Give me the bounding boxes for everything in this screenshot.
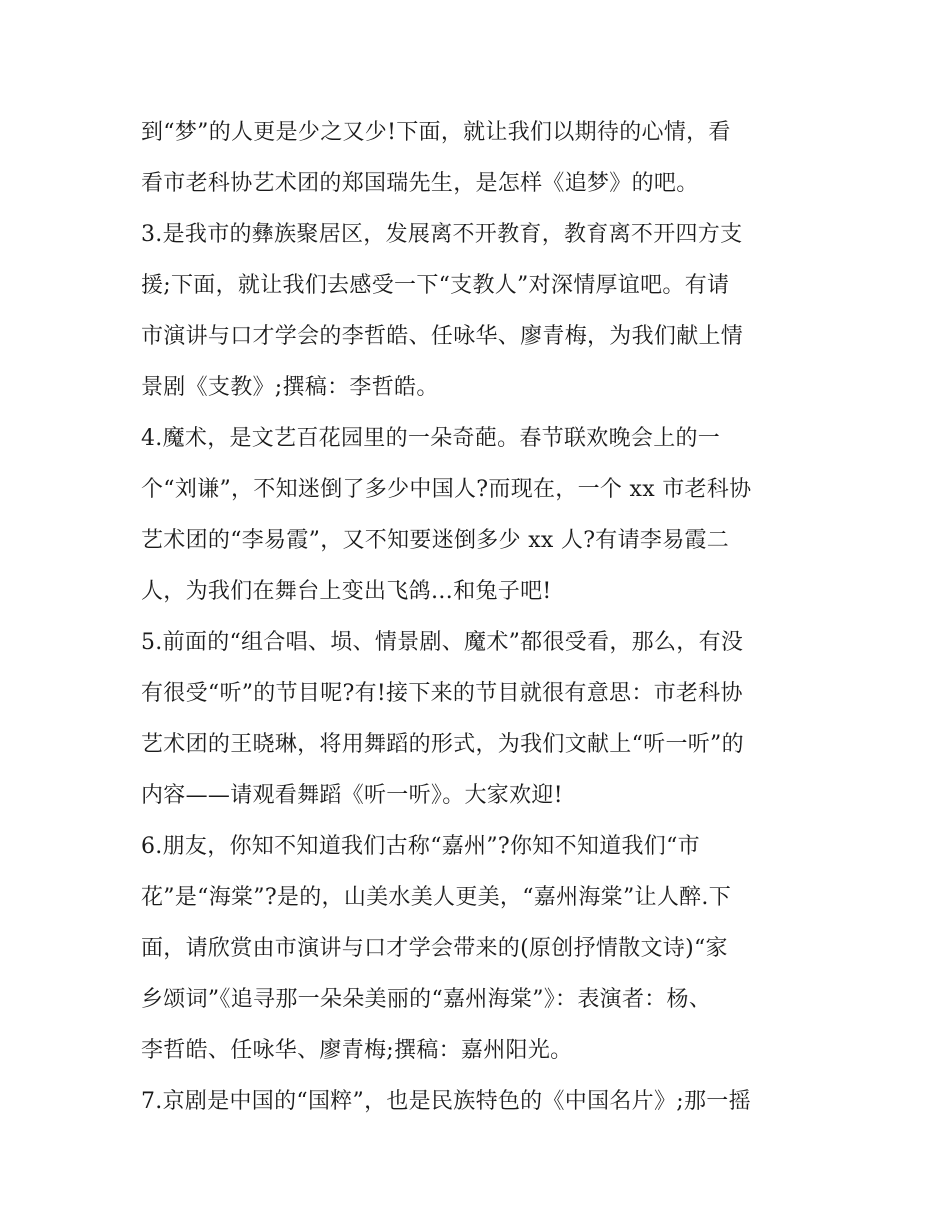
text-line: 人，为我们在舞台上变出飞鸽…和兔子吧!: [141, 579, 552, 604]
text-line: 6.朋友，你知不知道我们古称“嘉州”?你知不知道我们“市: [141, 834, 700, 859]
text-line: 5.前面的“组合唱、埙、情景剧、魔术”都很受看，那么，有没: [141, 630, 744, 655]
text-line: 景剧《支教》;撰稿：李哲皓。: [141, 375, 439, 400]
document-body: [141, 107, 831, 1127]
text-line: 个“刘谦”，不知迷倒了多少中国人?而现在，一个 xx 市老科协: [141, 477, 752, 502]
text-line: 看市老科协艺术团的郑国瑞先生，是怎样《追梦》的吧。: [141, 171, 699, 196]
text-line: 4.魔术，是文艺百花园里的一朵奇葩。春节联欢晚会上的一: [141, 426, 721, 451]
text-line: 艺术团的“李易霞”，又不知要迷倒多少 xx 人?有请李易霞二: [141, 528, 730, 553]
text-line: 市演讲与口才学会的李哲皓、任咏华、廖青梅，为我们献上情: [141, 324, 744, 349]
text-line: 到“梦”的人更是少之又少!下面，就让我们以期待的心情，看: [141, 120, 731, 145]
text-line: 花”是“海棠”?是的，山美水美人更美，“嘉州海棠”让人醉.下: [141, 885, 732, 910]
text-line: 李哲皓、任咏华、廖青梅;撰稿：嘉州阳光。: [141, 1038, 573, 1063]
text-line: 7.京剧是中国的“国粹”，也是民族特色的《中国名片》;那一摇: [141, 1089, 751, 1114]
text-line: 面，请欣赏由市演讲与口才学会带来的(原创抒情散文诗)“家: [141, 936, 728, 961]
text-line: 援;下面，就让我们去感受一下“支教人”对深情厚谊吧。有请: [141, 273, 730, 298]
text-line: 有很受“听”的节目呢?有!接下来的节目就很有意思：市老科协: [141, 681, 743, 706]
text-line: 艺术团的王晓琳，将用舞蹈的形式，为我们文献上“听一听”的: [141, 732, 744, 757]
text-line: 3.是我市的彝族聚居区，发展离不开教育，教育离不开四方支: [141, 222, 743, 247]
text-line: 乡颂词”《追寻那一朵朵美丽的“嘉州海棠”》：表演者：杨、: [141, 987, 712, 1012]
text-line: 内容——请观看舞蹈《听一听》。大家欢迎!: [141, 783, 563, 808]
